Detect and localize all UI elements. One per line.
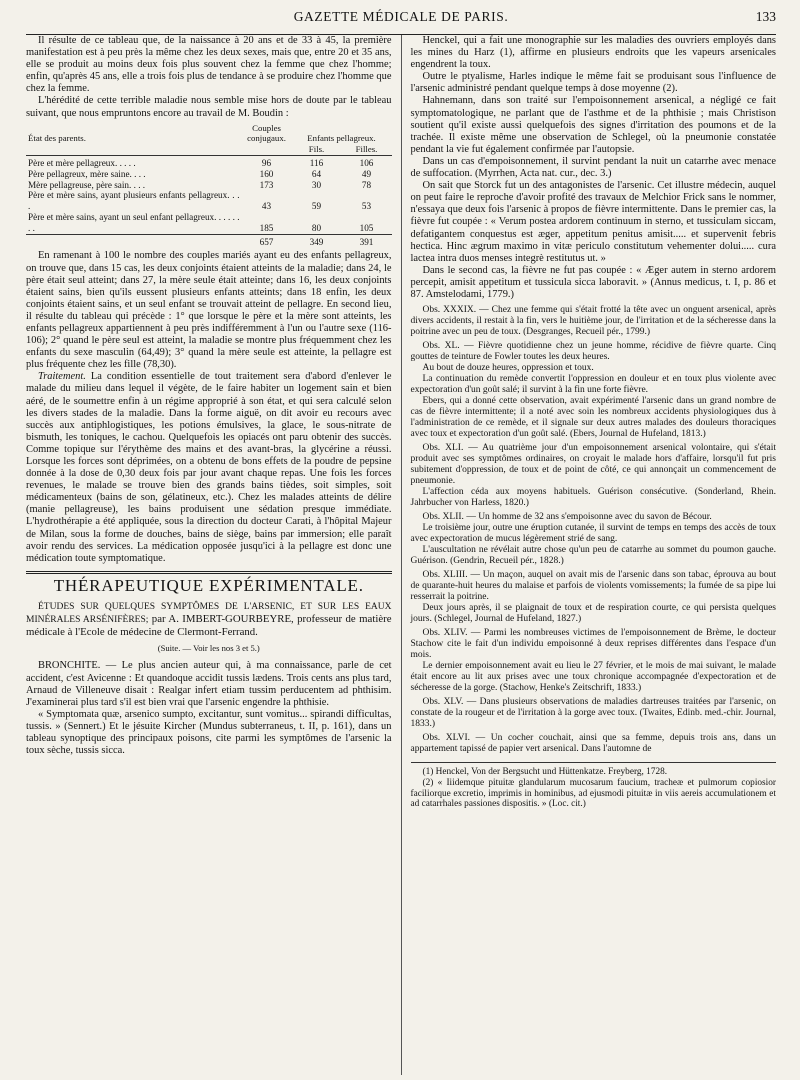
observation-lead: Obs. XLII.	[422, 512, 464, 523]
table-header-daughters: Filles.	[355, 144, 378, 155]
observation-text: Ebers, qui a donné cette observation, avait expérimenté l'arsenic dans un grand nombre de cas de fièvre intermittente; il a noté avec soin les nombreux accidents physiologiques dus à l'administration de ce remède, et il signale sur deux autres malades des douleurs thoraciques avec toux et expectoration d'un goût salé. (Ebers, Journal de Hufeland, 1813.)	[410, 396, 776, 440]
table-header-state: État des parents.	[28, 133, 86, 144]
observation-lead: Obs. XL.	[422, 341, 460, 352]
observation-text: — Un cocher couchait, ainsi que sa femme, depuis trois ans, dans un appartement tapissé de papier vert arsenical. Dans l'automne de	[410, 733, 776, 755]
cell-sons: 80	[311, 222, 322, 233]
table-header-children: Enfants pellagreux.	[307, 133, 376, 144]
observation-text: — Fièvre quotidienne chez un jeune homme, récidive de fièvre quarte. Cinq gouttes de teinture de Fowler toutes les deux heures.	[410, 341, 776, 363]
cell-couples: 96	[261, 158, 272, 169]
observation	[411, 697, 777, 730]
observation	[411, 628, 777, 661]
paragraph	[26, 371, 392, 565]
cell-couples: 173	[259, 179, 274, 190]
observation-lead: Obs. XLIV.	[422, 628, 468, 639]
table-row	[26, 190, 392, 212]
row-label: Père et mère sains, ayant plusieurs enfants pellagreux. . . .	[28, 190, 240, 212]
total-couples: 657	[259, 236, 274, 247]
cell-sons: 64	[311, 168, 322, 179]
paragraph-lead: BRONCHITE.	[38, 660, 101, 672]
cell-daughters: 105	[359, 222, 374, 233]
row-label: Mère pellagreuse, père sain. . . .	[28, 179, 146, 190]
observation	[411, 661, 777, 694]
observation-lead: Obs. XLI.	[422, 443, 464, 454]
paragraph-text: La condition essentielle de tout traitement sera d'abord d'enlever le malade du milieu dans lequel il végète, de le faire habiter un logement sain et bien aéré, de le soumettre enfin à un régime approprié à son état, et qui sera calculé selon les divers stades de la maladie. Dans la forme aiguë, on dit avoir eu recours avec succès aux antiphlogistiques, les potions émulsives, la glace, le sous-nitrate de bismuth, les toniques, le cachou. Quelquefois les opiacés ont paru obtenir des succès. Comme topique sur l'érythème des mains et des avant-bras, la glycérine a réussi. Lorsque les forces sont déprimées, on a obtenu de bons effets de la poudre de pepsine donnée à la dose de 0,30 deux fois par jour avant chaque repas. Une fois les forces revenues, le malade se trouve bien des grands bains tièdes, soit simples, soit médicamenteux (bains de son, gélatineux, etc.). Chez les malades atteints de délire (manie pellagreuse), les bains produisent une sédation presque immédiate. L'hydrothérapie a été appliquée, sous la direction du docteur Carati, à l'hôpital Majeur de Milan, sous la forme de douches, bains de siège, bains par immersion; elle paraît avoir rendu des services. La médication opposée jusqu'ici à la pellagre est donc une médication toute symptomatique.	[26, 371, 392, 564]
cell-sons: 59	[311, 201, 322, 212]
paragraph: En ramenant à 100 le nombre des couples mariés ayant eu des enfants pellagreux, on trouve que, dans 15 cas, les deux conjoints étaient atteints de la maladie; dans 24, le père était seul atteint; dans 27, la mère seule était atteinte; dans 16, les deux conjoints étaient sains, bien qu'ils eussent plusieurs enfants atteints; dans 18 enfin, les deux conjoints étaient sains, et un seul enfant se trouvait atteint de pellagre. En second lieu, il résulte du tableau qui précède : 1° que lorsque le père et la mère sont atteints, les enfants pellagreux appartiennent à peu près indifféremment à l'un ou l'autre sexe (116-106); 2° quand le père seul est atteint, la maladie se montre plus fréquemment chez les enfants du sexe masculin (64,49); 3° quand la mère seule est atteinte, la pellagre est plus fréquente chez les fille (78,30).	[26, 250, 392, 371]
page-number: 133	[755, 9, 776, 24]
observation-text: — Un homme de 32 ans s'empoisonne avec du savon de Bécour.	[463, 512, 712, 523]
total-daughters: 391	[359, 236, 374, 247]
cell-couples: 43	[261, 201, 272, 212]
observation-lead: Obs. XLIII.	[422, 570, 468, 581]
table-totals-row	[26, 237, 392, 248]
row-label: Père pellagreux, mère saine. . . .	[28, 168, 146, 179]
paragraph: Hahnemann, dans son traité sur l'empoisonnement arsenical, a négligé ce fait symptomatologique, ne parlant que de l'asthme et de la phthisie ; mais Christison soutient qu'il existe aussi quelquefois des signes d'irritation des poumons et de la trachée. Il existe même une observation de Schlegel, où la pneumonie constatée pendant la vie fut également confirmée par l'autopsie.	[410, 95, 776, 155]
row-label: Père et mère pellagreux. . . . .	[28, 158, 136, 169]
observation-text: Deux jours après, il se plaignait de toux et de respiration courte, ce qui persista quelques jours. (Schlegel, Journal de Hufeland, 1827.)	[410, 603, 776, 625]
table-row	[26, 180, 392, 191]
observation-text: Le troisième jour, outre une éruption cutanée, il survint de temps en temps des accès de toux avec expectoration de mucus légèrement strié de sang.	[410, 523, 776, 545]
observation-text: — Dans plusieurs observations de maladies dartreuses traitées par l'arsenic, on constate de la rougeur et de l'irritation à la gorge avec toux. (Twaites, Edinb. med.-chir. Journal, 1833.)	[410, 697, 776, 730]
left-column	[26, 35, 402, 1075]
paragraph: Il résulte de ce tableau que, de la naissance à 20 ans et de 33 à 45, la première manifestation est à peu près la même chez les deux sexes, mais que, entre 20 et 35 ans, elle se produit au moins deux fois plus souvent chez la femme que chez l'homme; enfin, qu'après 45 ans, elle a trois fois plus de tendance à se produire chez l'homme que chez la femme.	[26, 35, 392, 95]
observation-text: — Un maçon, auquel on avait mis de l'arsenic dans son tabac, éprouva au bout de quarante-huit heures du malaise et parfois de violents vomissements; la fumée de sa pipe lui resserrait la poitrine.	[410, 570, 776, 603]
observation	[411, 341, 777, 363]
observation	[411, 733, 777, 755]
cell-daughters: 106	[359, 158, 374, 169]
heredity-table	[26, 123, 392, 248]
table-header-sons: Fils.	[308, 144, 325, 155]
observation-lead: Obs. XLVI.	[422, 733, 470, 744]
observation-text: L'auscultation ne révélait autre chose qu'un peu de catarrhe au sommet du poumon gauche. Guérison. (Gendrin, Recueil pér., 1828.)	[410, 545, 776, 567]
footnote-rule	[411, 762, 777, 763]
paragraph: L'hérédité de cette terrible maladie nous semble mise hors de doute par le tableau suivant, que nous empruntons encore au travail de M. Boudin :	[26, 95, 392, 119]
observation	[411, 570, 777, 603]
observation-text: La continuation du remède convertit l'oppression en douleur et en toux plus violente avec expectoration d'un goût salé; il survint à la fin une forte fièvre.	[410, 374, 776, 396]
table-row	[26, 212, 392, 234]
footnotes	[411, 767, 777, 810]
paragraph: Dans le second cas, la fièvre ne fut pas coupée : « Æger autem in sterno ardorem percepit, amisit appetitum et tussicula sicca laboravit. » (Annus medicus, t. I, p. 86 et 87. Amstelodami, 1779.)	[410, 264, 776, 300]
observation	[411, 487, 777, 509]
row-label: Père et mère sains, ayant un seul enfant pellagreux. . . . . . . .	[28, 212, 240, 233]
section-divider	[26, 571, 392, 574]
two-column-body	[26, 35, 776, 1075]
subtitle-author: par A. IMBERT-GOURBEYRE, professeur de matière médicale à l'Ecole de médecine de Clermont-Ferrand.	[26, 612, 392, 638]
table-header-row	[26, 123, 392, 145]
cell-sons: 116	[309, 158, 324, 169]
observation	[411, 396, 777, 440]
observation	[411, 512, 777, 523]
paragraph-lead: Traitement.	[38, 371, 86, 383]
observation	[411, 443, 777, 487]
observation	[411, 545, 777, 567]
observation-text: — Au quatrième jour d'un empoisonnement arsenical volontaire, qui s'était produit avec ses symptômes ordinaires, on croyait le malade hors d'affaire, lorsqu'il fut pris subitement d'oppression, de toux et de point de côté, ce qui annonçait un commencement de pneumonie.	[410, 443, 776, 487]
cell-sons: 30	[311, 179, 322, 190]
page-header	[26, 0, 776, 35]
observation-text: Au bout de douze heures, oppression et toux.	[422, 363, 594, 374]
observation-lead: Obs. XLV.	[422, 697, 464, 708]
table-subheader-row	[26, 144, 392, 155]
total-sons: 349	[309, 236, 324, 247]
cell-daughters: 53	[361, 201, 372, 212]
paragraph: Outre le ptyalisme, Harles indique le même fait se produisant sous l'influence de l'arsenic administré pendant quelque temps à dose moyenne (2).	[410, 71, 776, 95]
article-subtitle	[26, 600, 392, 638]
table-row	[26, 169, 392, 180]
observation	[411, 603, 777, 625]
paragraph	[26, 660, 392, 708]
observation-text: — Chez une femme qui s'était frotté la tête avec un onguent arsenical, après divers accidents, il restait à la fin, vers le huitième jour, de l'irritation et de la sécheresse dans la poitrine avec un peu de toux. (Desgranges, Recueil pér., 1799.)	[410, 305, 776, 338]
subtitle-small-caps: ÉTUDES SUR QUELQUES SYMPTÔMES DE L'ARSENIC, ET SUR LES EAUX MINÉRALES ARSÉNIFÈRES;	[26, 601, 392, 625]
footnote: (2) « Iiidemque pituitæ glandularum mucosarum faucium, tracheæ et pulmorum copiosior faciliorque excretio, imprimis in hominibus, ad ejusmodi pituitæ in viis aereis accumulationem et ad catarrhales passiones dispositis. » (Loc. cit.)	[410, 777, 776, 810]
footnote: (1) Henckel, Von der Bergsucht und Hüttenkatze. Freyberg, 1728.	[422, 767, 668, 778]
journal-title: GAZETTE MÉDICALE DE PARIS.	[293, 9, 509, 24]
section-title: THÉRAPEUTIQUE EXPÉRIMENTALE.	[53, 575, 364, 595]
observation	[411, 523, 777, 545]
continuation-note: (Suite. — Voir les nos 3 et 5.)	[157, 643, 260, 654]
paragraph-text: — Le plus ancien auteur qui, à ma connaissance, parle de cet accident, c'est Avicenne : Et quandoque accidit tussis lædens. Trois cents ans plus tard, Arnaud de Villeneuve disait : Realgar infert etiam tussim perducentem ad phthisim. J'examinerai plus tard s'il est bien vrai que l'arsenic engendre la phthisie.	[26, 660, 392, 708]
cell-daughters: 49	[361, 168, 372, 179]
cell-couples: 160	[259, 168, 274, 179]
observation-text: — Parmi les nombreuses victimes de l'empoisonnement de Brème, le docteur Stachow cite le fait d'un individu empoisonné à deux reprises différentes dans l'espace d'un mois.	[410, 628, 776, 661]
observation	[411, 363, 777, 374]
observation-lead: Obs. XXXIX.	[422, 305, 477, 316]
paragraph: Henckel, qui a fait une monographie sur les maladies des ouvriers employés dans les mines du Harz (1), affirme en plusieurs endroits que les vapeurs arsenicales engendrent la toux.	[410, 35, 776, 71]
observation-text: Le dernier empoisonnement avait eu lieu le 27 février, et le mois de mai suivant, le malade était encore au lit aux prises avec une toux chronique accompagnée d'expectoration et de sécheresse de la gorge. (Stachow, Henke's Zeitschrift, 1833.)	[410, 661, 776, 694]
observation-text: L'affection céda aux moyens habituels. Guérison consécutive. (Sonderland, Rhein. Jahrbucher von Harless, 1820.)	[410, 487, 776, 509]
observations	[411, 305, 777, 755]
observation	[411, 305, 777, 338]
paragraph: Dans un cas d'empoisonnement, il survint pendant la nuit un catarrhe avec menace de suffocation. (Myrrhen, Acta nat. cur., dec. 3.)	[410, 155, 776, 180]
table-header-couples: Couples conjugaux.	[247, 122, 286, 144]
paragraph: « Symptomata quæ, arsenico sumpto, excitantur, sunt vomitus... spirandi difficultas, tussis. » (Sennert.) Et le jésuite Kircher (Mundus subterraneus, t. II, p. 161), dans un tableau synoptique des principaux poisons, cite parmi les symptômes de l'arsenic la toux sèche, tussis sicca.	[26, 708, 392, 757]
paragraph: On sait que Storck fut un des antagonistes de l'arsenic. Cet illustre médecin, auquel on peut faire le reproche d'avoir profité des travaux de Melchior Frick sans le nommer, n'essaya que deux fois l'arsenic à propos de fièvre intermittente. Dans le premier cas, la fièvre fut coupée : « Verum postea ardorem continuum in sterno, et tussiculam siccam, defatigantem conquestus est æger, appetitum penitus amisit..... et supervenit febris hectica. Hinc ægrum maximo in vitæ periculo constitutum vehementer dolui..... cura lactea intra duos menses integrè restitutus ut. »	[410, 180, 776, 264]
cell-couples: 185	[259, 222, 274, 233]
observation	[411, 374, 777, 396]
cell-daughters: 78	[361, 179, 372, 190]
table-row	[26, 158, 392, 169]
right-column	[402, 35, 777, 1075]
